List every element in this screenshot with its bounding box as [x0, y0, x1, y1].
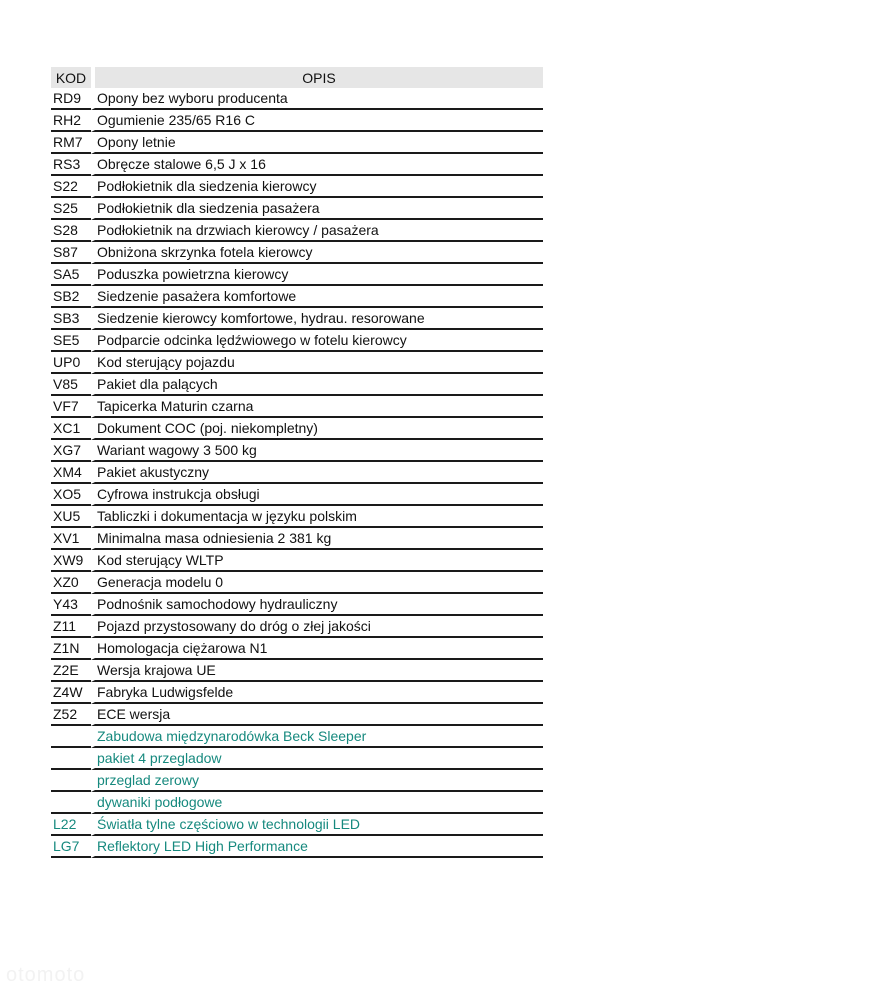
row-description: Kod sterujący WLTP — [91, 550, 543, 572]
row-code: SB2 — [51, 286, 91, 308]
table-row — [51, 220, 543, 242]
row-code: SB3 — [51, 308, 91, 330]
row-description: Generacja modelu 0 — [91, 572, 543, 594]
table-row — [51, 484, 543, 506]
row-description: Fabryka Ludwigsfelde — [91, 682, 543, 704]
table-row — [51, 682, 543, 704]
table-row — [51, 616, 543, 638]
row-description: Podłokietnik na drzwiach kierowcy / pasażera — [91, 220, 543, 242]
row-description: Siedzenie pasażera komfortowe — [91, 286, 543, 308]
row-code: XG7 — [51, 440, 91, 462]
row-code: Z1N — [51, 638, 91, 660]
row-description: Kod sterujący pojazdu — [91, 352, 543, 374]
row-description: Ogumienie 235/65 R16 C — [91, 110, 543, 132]
row-code — [51, 792, 91, 814]
row-code: S28 — [51, 220, 91, 242]
table-row — [51, 352, 543, 374]
column-header-opis: OPIS — [91, 67, 543, 88]
table-row — [51, 550, 543, 572]
row-code: XO5 — [51, 484, 91, 506]
row-description: Podnośnik samochodowy hydrauliczny — [91, 594, 543, 616]
row-description: Światła tylne częściowo w technologii LED — [91, 814, 543, 836]
row-description: Siedzenie kierowcy komfortowe, hydrau. resorowane — [91, 308, 543, 330]
table-row — [51, 154, 543, 176]
row-code: Z52 — [51, 704, 91, 726]
row-description: Reflektory LED High Performance — [91, 836, 543, 858]
table-row — [51, 330, 543, 352]
row-code: XM4 — [51, 462, 91, 484]
table-row — [51, 638, 543, 660]
row-description: Opony bez wyboru producenta — [91, 88, 543, 110]
row-description: pakiet 4 przegladow — [91, 748, 543, 770]
row-code: VF7 — [51, 396, 91, 418]
table-row — [51, 836, 543, 858]
table-row — [51, 308, 543, 330]
row-code: RM7 — [51, 132, 91, 154]
equipment-codes-table — [51, 67, 543, 858]
row-code — [51, 770, 91, 792]
row-description: Podparcie odcinka lędźwiowego w fotelu kierowcy — [91, 330, 543, 352]
table-row — [51, 462, 543, 484]
row-code: UP0 — [51, 352, 91, 374]
row-code: Y43 — [51, 594, 91, 616]
row-code: RD9 — [51, 88, 91, 110]
table-row — [51, 792, 543, 814]
row-code: LG7 — [51, 836, 91, 858]
table-row — [51, 506, 543, 528]
row-description: Wersja krajowa UE — [91, 660, 543, 682]
row-description: Pojazd przystosowany do dróg o złej jakości — [91, 616, 543, 638]
row-description: Tabliczki i dokumentacja w języku polskim — [91, 506, 543, 528]
table-row — [51, 594, 543, 616]
table-row — [51, 88, 543, 110]
table-row — [51, 528, 543, 550]
row-code: Z2E — [51, 660, 91, 682]
table-body — [51, 88, 543, 858]
row-code: S25 — [51, 198, 91, 220]
row-description: Tapicerka Maturin czarna — [91, 396, 543, 418]
row-code: SE5 — [51, 330, 91, 352]
row-description: Minimalna masa odniesienia 2 381 kg — [91, 528, 543, 550]
table-row — [51, 660, 543, 682]
row-code: XU5 — [51, 506, 91, 528]
row-description: Homologacja ciężarowa N1 — [91, 638, 543, 660]
table-row — [51, 176, 543, 198]
row-code — [51, 748, 91, 770]
row-code: V85 — [51, 374, 91, 396]
row-code: Z4W — [51, 682, 91, 704]
row-description: Pakiet dla palących — [91, 374, 543, 396]
watermark-logo: otomoto — [6, 964, 86, 986]
table-row — [51, 748, 543, 770]
row-description: Pakiet akustyczny — [91, 462, 543, 484]
row-description: Dokument COC (poj. niekompletny) — [91, 418, 543, 440]
row-code: RS3 — [51, 154, 91, 176]
table-row — [51, 242, 543, 264]
table-header-row — [51, 67, 543, 88]
table-row — [51, 726, 543, 748]
table-row — [51, 814, 543, 836]
table-row — [51, 572, 543, 594]
row-code: S22 — [51, 176, 91, 198]
table-row — [51, 440, 543, 462]
table-row — [51, 374, 543, 396]
table-row — [51, 396, 543, 418]
row-code: XZ0 — [51, 572, 91, 594]
row-code: RH2 — [51, 110, 91, 132]
row-description: ECE wersja — [91, 704, 543, 726]
table-row — [51, 264, 543, 286]
table-row — [51, 286, 543, 308]
row-description: przeglad zerowy — [91, 770, 543, 792]
row-code: S87 — [51, 242, 91, 264]
row-description: Opony letnie — [91, 132, 543, 154]
row-code: SA5 — [51, 264, 91, 286]
row-code: XC1 — [51, 418, 91, 440]
row-code — [51, 726, 91, 748]
row-description: dywaniki podłogowe — [91, 792, 543, 814]
column-header-kod: KOD — [51, 67, 91, 88]
table-row — [51, 770, 543, 792]
table-row — [51, 198, 543, 220]
row-code: L22 — [51, 814, 91, 836]
row-description: Zabudowa międzynarodówka Beck Sleeper — [91, 726, 543, 748]
row-description: Poduszka powietrzna kierowcy — [91, 264, 543, 286]
row-description: Wariant wagowy 3 500 kg — [91, 440, 543, 462]
table-row — [51, 132, 543, 154]
table-row — [51, 110, 543, 132]
row-description: Podłokietnik dla siedzenia kierowcy — [91, 176, 543, 198]
row-code: XV1 — [51, 528, 91, 550]
row-code: XW9 — [51, 550, 91, 572]
row-description: Podłokietnik dla siedzenia pasażera — [91, 198, 543, 220]
row-description: Obniżona skrzynka fotela kierowcy — [91, 242, 543, 264]
table-row — [51, 418, 543, 440]
row-code: Z11 — [51, 616, 91, 638]
row-description: Cyfrowa instrukcja obsługi — [91, 484, 543, 506]
row-description: Obręcze stalowe 6,5 J x 16 — [91, 154, 543, 176]
table-row — [51, 704, 543, 726]
